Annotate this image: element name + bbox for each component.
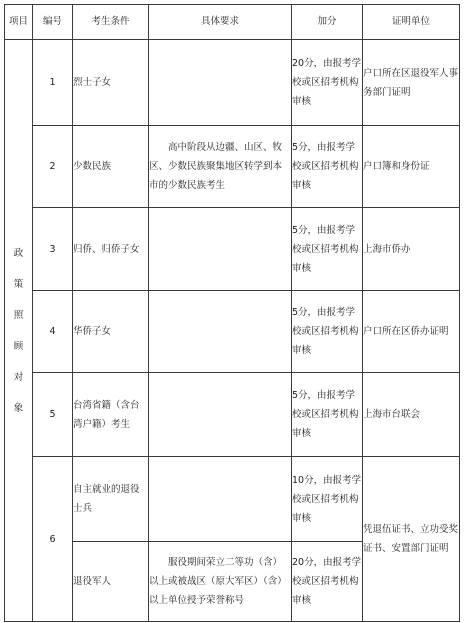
table-row <box>5 373 460 457</box>
row-condition: 少数民族 <box>73 126 149 208</box>
row-number: 1 <box>33 40 73 126</box>
row-number: 2 <box>33 126 73 208</box>
row-requirement <box>149 208 292 291</box>
header-requirement: 具体要求 <box>149 5 292 40</box>
header-row <box>5 5 460 40</box>
category-label: 政策照顾对象 <box>13 247 24 414</box>
row-number: 4 <box>33 291 73 373</box>
row-requirement <box>149 457 292 542</box>
row-bonus: 20分，由报考学校或区招考机构审核 <box>292 542 363 622</box>
table-row <box>5 291 460 373</box>
row-proof: 上海市侨办 <box>363 208 460 291</box>
row-proof: 户口所在区退役军人事务部门证明 <box>363 40 460 126</box>
row-proof: 上海市台联会 <box>363 373 460 457</box>
policy-bonus-table <box>4 4 460 622</box>
row-bonus: 5分，由报考学校或区招考机构审核 <box>292 373 363 457</box>
row-proof: 户口所在区侨办证明 <box>363 291 460 373</box>
row-requirement: 高中阶段从边疆、山区、牧区、少数民族聚集地区转学到本市的少数民族考生 <box>149 126 292 208</box>
row-proof: 户口簿和身份证 <box>363 126 460 208</box>
header-bonus: 加分 <box>292 5 363 40</box>
table-row <box>5 40 460 126</box>
header-item: 项目 <box>5 5 33 40</box>
row-requirement <box>149 291 292 373</box>
row-condition: 烈士子女 <box>73 40 149 126</box>
header-proof: 证明单位 <box>363 5 460 40</box>
table-row <box>5 126 460 208</box>
row-number: 3 <box>33 208 73 291</box>
table-row <box>5 208 460 291</box>
row-bonus: 5分，由报考学校或区招考机构审核 <box>292 291 363 373</box>
row-proof: 凭退伍证书、立功受奖证书、安置部门证明 <box>363 457 460 622</box>
row-bonus: 5分，由报考学校或区招考机构审核 <box>292 126 363 208</box>
row-requirement: 服役期间荣立二等功（含）以上或被战区（原大军区）（含）以上单位授予荣誉称号 <box>149 542 292 622</box>
header-num: 编号 <box>33 5 73 40</box>
category-cell <box>5 40 33 622</box>
table-row <box>5 457 460 542</box>
row-number: 6 <box>33 457 73 622</box>
row-condition: 台湾省籍（含台湾户籍）考生 <box>73 373 149 457</box>
header-condition: 考生条件 <box>73 5 149 40</box>
row-bonus: 5分，由报考学校或区招考机构审核 <box>292 208 363 291</box>
row-number: 5 <box>33 373 73 457</box>
row-condition: 退役军人 <box>73 542 149 622</box>
row-requirement <box>149 373 292 457</box>
row-requirement <box>149 40 292 126</box>
row-condition: 归侨、归侨子女 <box>73 208 149 291</box>
row-condition: 华侨子女 <box>73 291 149 373</box>
row-bonus: 20分，由报考学校或区招考机构审核 <box>292 40 363 126</box>
row-bonus: 10分，由报考学校或区招考机构审核 <box>292 457 363 542</box>
row-condition: 自主就业的退役士兵 <box>73 457 149 542</box>
